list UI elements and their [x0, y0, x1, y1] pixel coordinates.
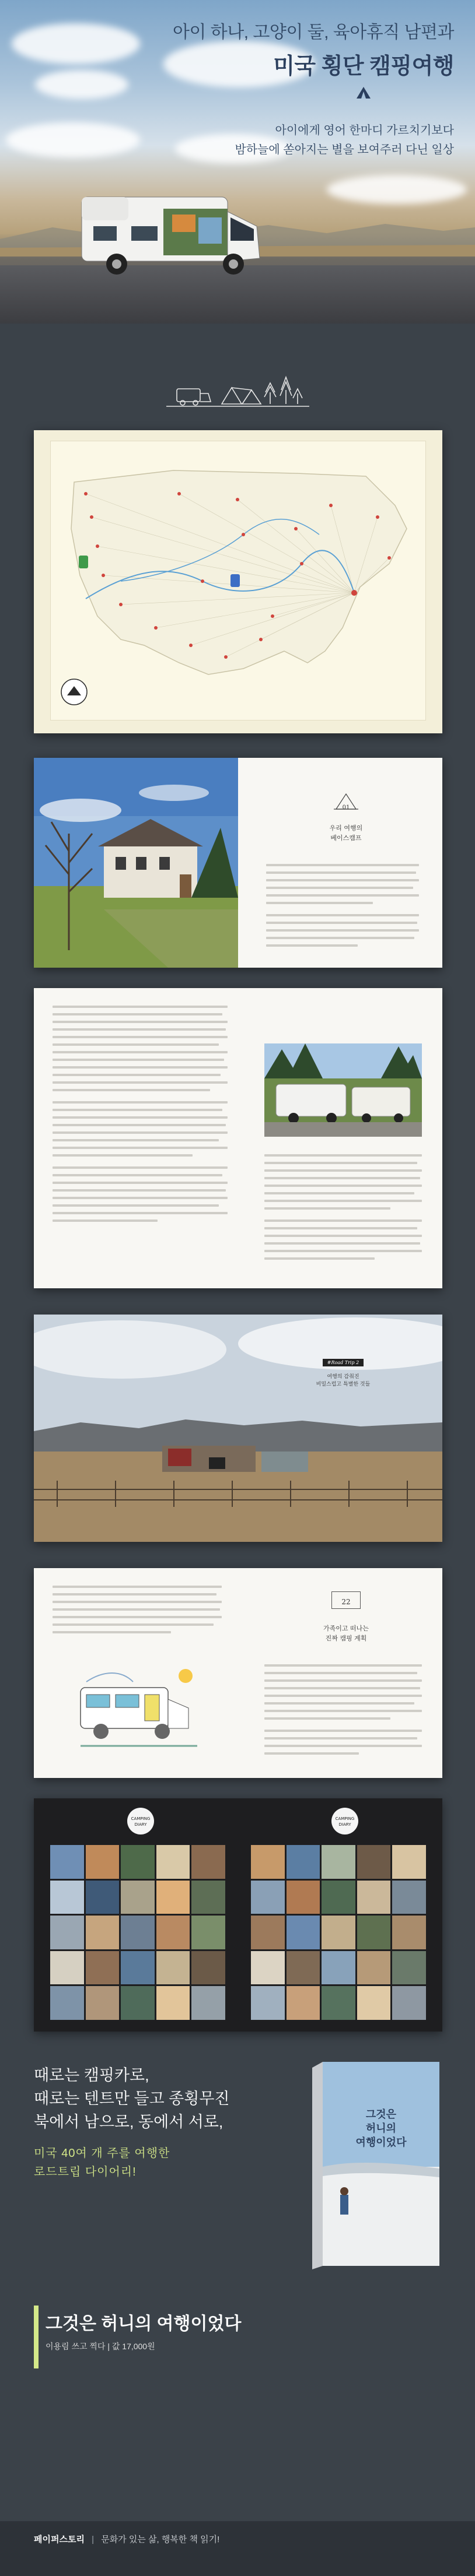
book-spread-2 — [34, 988, 442, 1288]
svg-text:여행이었다: 여행이었다 — [355, 2136, 407, 2148]
photo-collage-right — [251, 1845, 426, 2020]
book-credit: 이용림 쓰고 찍다 | 값 17,000원 — [46, 2342, 155, 2351]
publisher-name[interactable]: 페이퍼스토리 — [34, 2535, 85, 2545]
publisher-footer — [34, 2533, 219, 2545]
diary-badge-right — [331, 1808, 358, 1835]
promo-copy — [34, 2064, 256, 2181]
cloud — [12, 23, 140, 64]
hero-subtitle — [235, 121, 454, 160]
svg-text:허니의: 허니의 — [365, 2122, 397, 2134]
diary-badge-left — [127, 1808, 154, 1835]
chapter-title-line2: 베이스캠프 — [330, 834, 362, 842]
promo-sub1: 미국 40여 개 주를 여행한 — [34, 2147, 170, 2160]
publisher-bar — [0, 2521, 475, 2576]
house-photo — [34, 758, 238, 968]
usa-route-map — [51, 441, 427, 721]
ranch-photo — [34, 1315, 442, 1542]
body-text-block — [266, 864, 419, 952]
route-map — [50, 441, 426, 721]
chapter2-title-line2: 비밀스럽고 특별한 것들 — [316, 1382, 371, 1387]
cloud — [327, 175, 467, 204]
camping-diary-spread — [34, 1798, 442, 2032]
hero-title — [173, 17, 454, 80]
chapter2-badge: #Road Trip 2 — [323, 1359, 364, 1366]
chapter-title — [279, 823, 413, 843]
promo-line2: 때로는 텐트만 들고 종횡무진 — [34, 2090, 230, 2107]
chapter22-number: 22 — [331, 1591, 361, 1609]
chapter-number: 01 — [342, 804, 350, 811]
map-page — [34, 430, 442, 733]
rv-park-photo — [264, 1043, 422, 1137]
camping-illustration — [166, 364, 309, 411]
publisher-slogan: 문화가 있는 삶, 행복한 책 읽기! — [101, 2535, 220, 2545]
body-text-left — [53, 1586, 222, 1639]
body-text-right — [264, 1664, 422, 1760]
chapter22-title-line2: 진짜 캠핑 계획 — [325, 1635, 367, 1642]
diary-badge-left-text: CAMPING DIARY — [131, 1816, 151, 1827]
book-spread-1 — [34, 758, 442, 968]
chapter2-title-line1: 여행의 감춰진 — [327, 1374, 359, 1380]
rv-camper-image — [76, 185, 268, 279]
chapter2-heading — [279, 1355, 407, 1387]
cloud — [6, 122, 140, 157]
hero-subtitle-line2: 밤하늘에 쏟아지는 별을 보여주러 다닌 일상 — [235, 143, 454, 156]
body-text-right — [264, 1154, 422, 1265]
hero-section — [0, 0, 475, 324]
hero-title-line1: 아이 하나, 고양이 둘, 육아휴직 남편과 — [172, 23, 454, 42]
book-title: 그것은 허니의 여행이었다 — [46, 2314, 242, 2333]
publisher-separator: | — [92, 2535, 95, 2545]
chapter-title-line1: 우리 여행의 — [329, 824, 363, 832]
hero-title-line2: 미국 횡단 캠핑여행 — [273, 54, 454, 79]
cloud — [35, 70, 128, 99]
promo-line1: 때로는 캠핑카로, — [34, 2067, 149, 2084]
svg-text:그것은: 그것은 — [365, 2108, 397, 2120]
photo-collage-left — [50, 1845, 225, 2020]
tent-icon — [356, 86, 371, 99]
chapter22-title — [279, 1623, 413, 1643]
body-text-left — [53, 1006, 228, 1227]
diary-badge-right-text: CAMPING DIARY — [335, 1816, 355, 1827]
hero-subtitle-line1: 아이에게 영어 한마디 가르치기보다 — [275, 124, 454, 137]
rv-drawing-illustration — [69, 1653, 209, 1758]
book-spread-3 — [34, 1315, 442, 1542]
promo-sub2: 로드트립 다이어리! — [34, 2166, 137, 2178]
chapter22-title-line1: 가족이고 떠나는 — [323, 1625, 369, 1632]
book-spread-4 — [34, 1568, 442, 1778]
promo-line3: 북에서 남으로, 동에서 서로, — [34, 2113, 223, 2131]
book-info-box — [34, 2306, 442, 2370]
book-cover-image — [306, 2061, 441, 2271]
title-accent-bar — [34, 2306, 39, 2368]
